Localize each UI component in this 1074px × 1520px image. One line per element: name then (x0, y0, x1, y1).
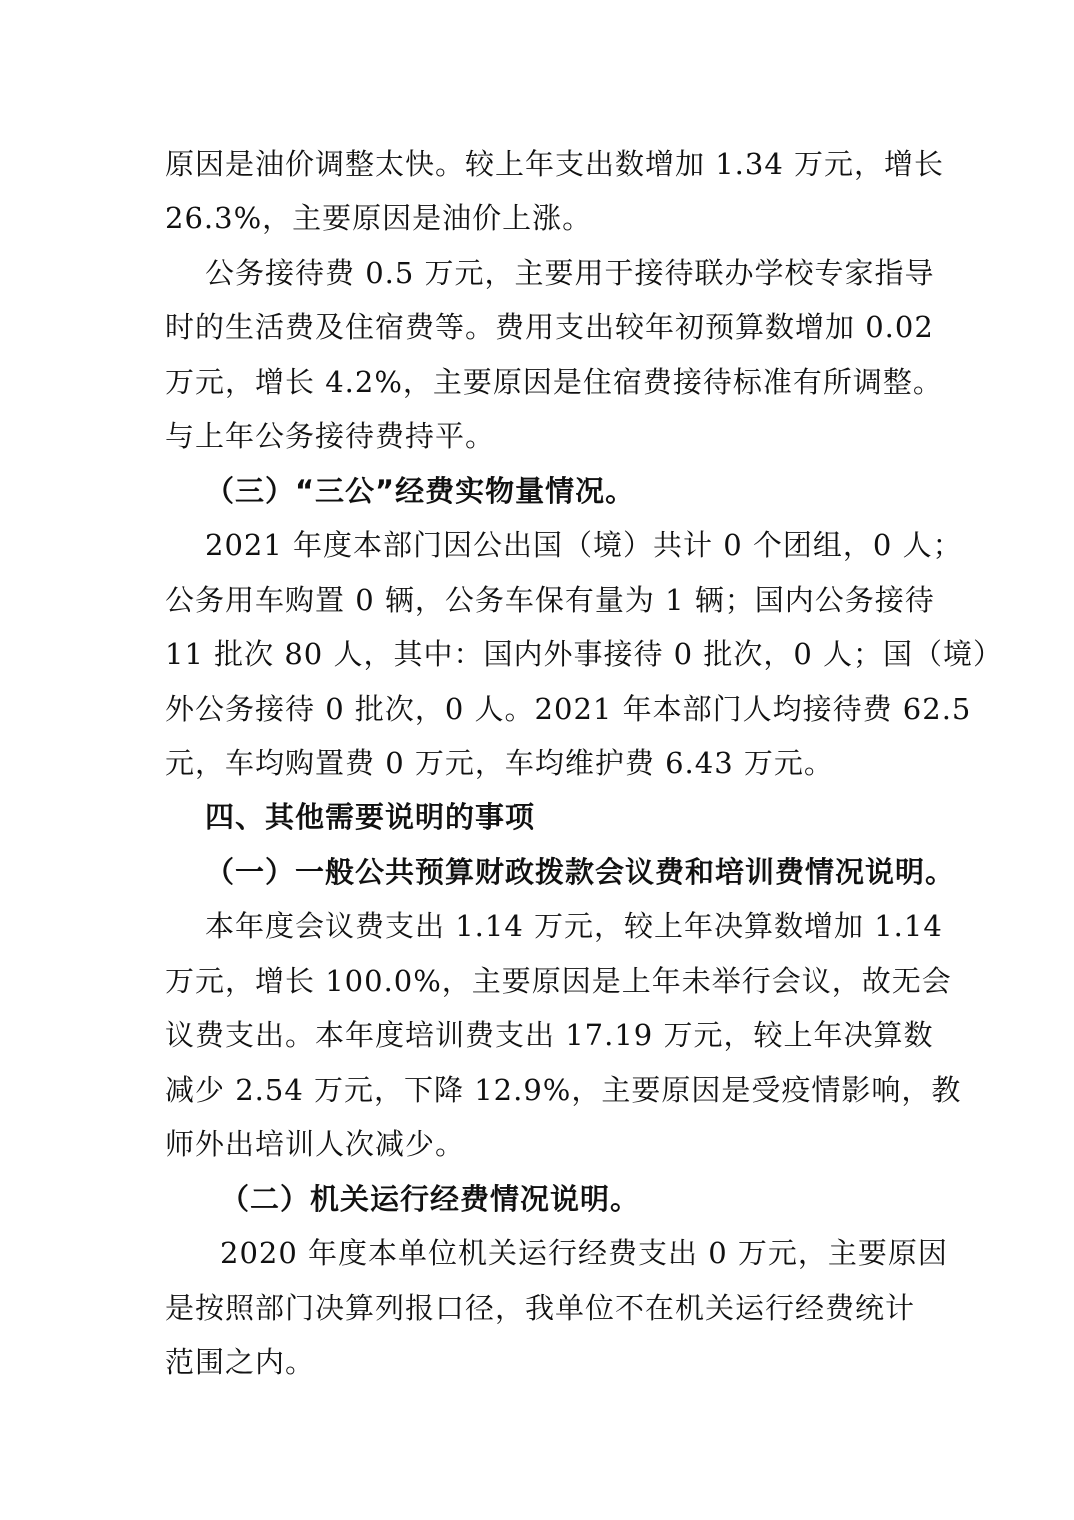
paragraph-line: 是按照部门决算列报口径，我单位不在机关运行经费统计 (165, 1291, 916, 1325)
paragraph-line: 本年度会议费支出 1.14 万元，较上年决算数增加 1.14 (205, 909, 943, 943)
paragraph-line: 师外出培训人次减少。 (165, 1127, 466, 1161)
paragraph-line: 元，车均购置费 0 万元，车均维护费 6.43 万元。 (165, 746, 834, 780)
paragraph-line: 公务用车购置 0 辆，公务车保有量为 1 辆；国内公务接待 (165, 583, 935, 617)
paragraph-line: 原因是油价调整太快。较上年支出数增加 1.34 万元，增长 (165, 147, 945, 181)
section-heading: （三）“三公”经费实物量情况。 (205, 474, 636, 508)
paragraph-line: 范围之内。 (165, 1345, 316, 1379)
paragraph-line: 与上年公务接待费持平。 (165, 419, 496, 453)
paragraph-line: 2021 年度本部门因公出国（境）共计 0 个团组，0 人； (205, 528, 963, 562)
paragraph-line: 万元，增长 4.2%，主要原因是住宿费接待标准有所调整。 (165, 365, 943, 399)
paragraph-line: 公务接待费 0.5 万元，主要用于接待联办学校专家指导 (205, 256, 935, 290)
paragraph-line: 外公务接待 0 批次，0 人。2021 年本部门人均接待费 62.5 (165, 692, 972, 726)
paragraph-line: 议费支出。本年度培训费支出 17.19 万元，较上年决算数 (165, 1018, 934, 1052)
paragraph-line: 2020 年度本单位机关运行经费支出 0 万元，主要原因 (220, 1236, 948, 1270)
subsection-heading: （二）机关运行经费情况说明。 (220, 1182, 641, 1216)
paragraph-line: 26.3%，主要原因是油价上涨。 (165, 201, 593, 235)
paragraph-line: 时的生活费及住宿费等。费用支出较年初预算数增加 0.02 (165, 310, 934, 344)
paragraph-line: 万元，增长 100.0%，主要原因是上年未举行会议，故无会 (165, 964, 952, 998)
subsection-heading: （一）一般公共预算财政拨款会议费和培训费情况说明。 (205, 855, 956, 889)
paragraph-line: 减少 2.54 万元，下降 12.9%，主要原因是受疫情影响，教 (165, 1073, 962, 1107)
section-heading: 四、其他需要说明的事项 (205, 800, 536, 834)
paragraph-line: 11 批次 80 人，其中：国内外事接待 0 批次，0 人；国（境） (165, 637, 1004, 671)
